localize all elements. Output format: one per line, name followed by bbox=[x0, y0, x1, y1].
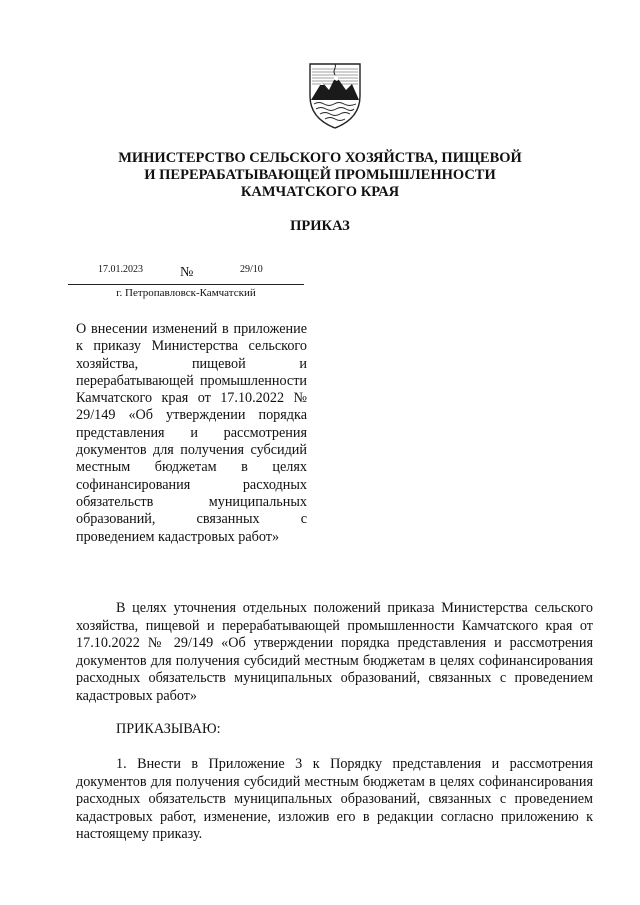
preamble-paragraph: В целях уточнения отдельных положений приказа Министерства сельского хозяйства, пищевой и перерабатывающей промышленности Камчатского края от 17.10.2022 № 29/149 «Об утверждении порядка представления и рассмотрения документов для получения субсидий местным бюджетам в целях софинансирования расходных обязательств муниципальных образований, связанных с проведением кадастровых работ» bbox=[76, 600, 593, 704]
document-number: 29/10 bbox=[240, 264, 263, 275]
document-meta-row bbox=[68, 262, 304, 286]
ministry-name bbox=[0, 150, 640, 201]
ministry-name-line: МИНИСТЕРСТВО СЕЛЬСКОГО ХОЗЯЙСТВА, ПИЩЕВОЙ bbox=[118, 150, 522, 166]
kamchatka-coat-of-arms-icon bbox=[302, 60, 368, 130]
order-item-1: 1. Внести в Приложение 3 к Порядку представления и рассмотрения документов для получения субсидий местным бюджетам в целях софинансирования расходных обязательств муниципальных образований, связанных с проведением кадастровых работ, изменение, изложив его в редакции согласно приложению к настоящему приказу. bbox=[76, 756, 593, 842]
document-type-title: ПРИКАЗ bbox=[290, 218, 350, 234]
order-keyword: ПРИКАЗЫВАЮ: bbox=[116, 721, 221, 737]
number-sign: № bbox=[180, 265, 194, 280]
document-date: 17.01.2023 bbox=[98, 264, 143, 275]
meta-underline bbox=[68, 284, 304, 285]
ministry-name-line: И ПЕРЕРАБАТЫВАЮЩЕЙ ПРОМЫШЛЕННОСТИ bbox=[144, 167, 496, 183]
document-subject: О внесении изменений в приложение к приказу Министерства сельского хозяйства, пищевой и перерабатывающей промышленности Камчатского края от 17.10.2022 № 29/149 «Об утверждении порядка представления и рассмотрения документов для получения субсидий местным бюджетам в целях софинансирования расходных обязательств муниципальных образований, связанных с проведением кадастровых работ» bbox=[76, 321, 307, 545]
ministry-name-line: КАМЧАТСКОГО КРАЯ bbox=[240, 184, 400, 200]
document-city: г. Петропавловск-Камчатский bbox=[116, 287, 256, 299]
